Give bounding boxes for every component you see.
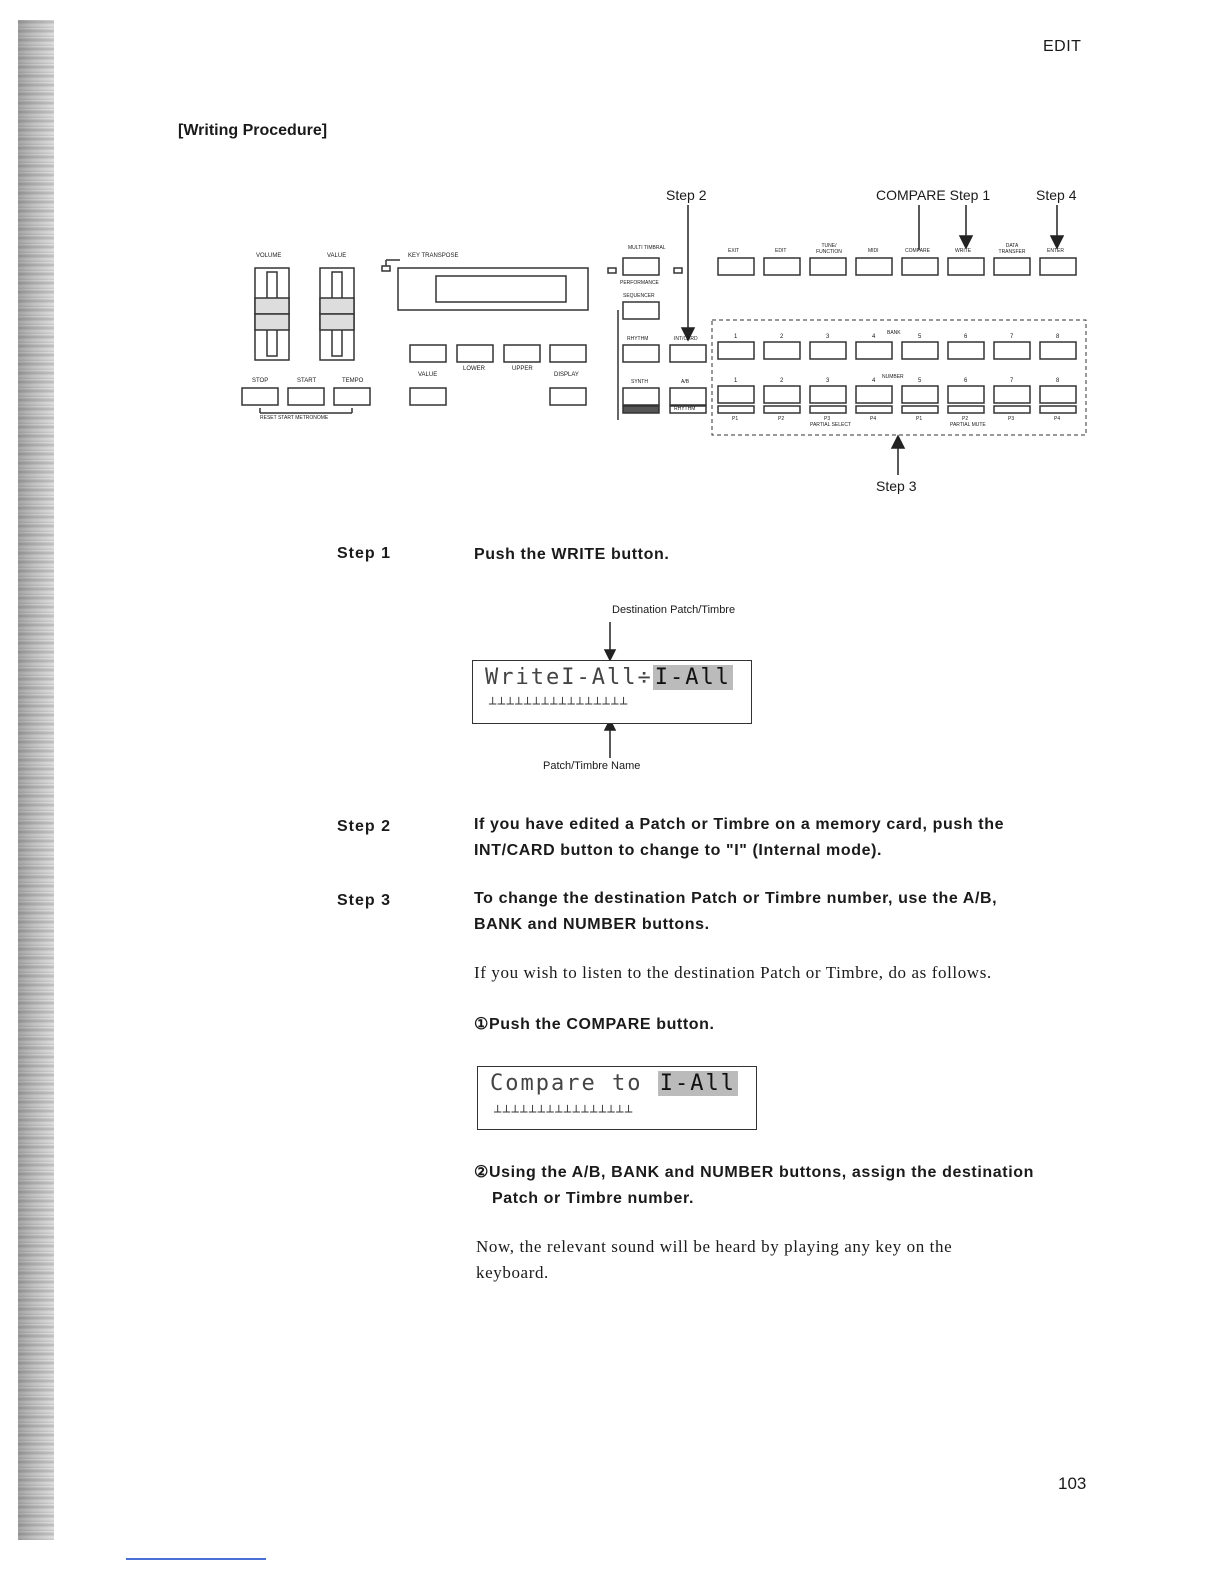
step3-text	[474, 886, 1086, 938]
bank-num-2: 2	[780, 334, 784, 340]
dest-patch-label: Destination Patch/Timbre	[612, 604, 736, 616]
partial-p3-a: P3	[824, 416, 831, 422]
partial-mute-label: PARTIAL MUTE	[950, 422, 986, 428]
bank-label: BANK	[887, 330, 901, 336]
now-line1: Now, the relevant sound will be heard by playing any key on the	[476, 1237, 953, 1256]
partial-p4-a: P4	[870, 416, 877, 422]
item2-line1: ②Using the A/B, BANK and NUMBER buttons, assign the destination	[474, 1164, 1035, 1181]
step2-line2: INT/CARD button to change to "I" (Internal mode).	[474, 842, 883, 859]
partial-p3-b: P3	[1008, 416, 1015, 422]
number-label: NUMBER	[882, 374, 904, 380]
upper-label: UPPER	[512, 366, 533, 372]
number-num-3: 3	[826, 378, 830, 384]
callout-step4: Step 4	[1036, 187, 1077, 203]
transport-label-start: START	[297, 378, 317, 384]
step3-label: Step 3	[337, 892, 392, 909]
panel-diagram	[230, 180, 1100, 500]
display-label: DISPLAY	[554, 372, 579, 378]
step2-line1: If you have edited a Patch or Timbre on a memory card, push the	[474, 816, 1005, 833]
section-header: EDIT	[1043, 38, 1082, 55]
bank-num-7: 7	[1010, 334, 1014, 340]
lower-label: LOWER	[463, 366, 486, 372]
write-lcd	[472, 660, 752, 724]
mode-label-rhythm: RHYTHM	[627, 336, 649, 342]
step2-label: Step 2	[337, 818, 392, 835]
partial-p1-b: P1	[916, 416, 923, 422]
bank-num-5: 5	[918, 334, 922, 340]
transport-label-stop: STOP	[252, 378, 269, 384]
step3-line2: BANK and NUMBER buttons.	[474, 916, 710, 933]
number-num-6: 6	[964, 378, 968, 384]
mode-label-performance: PERFORMANCE	[620, 280, 659, 286]
item2-line2: Patch or Timbre number.	[492, 1190, 694, 1207]
mode-label-sequencer: SEQUENCER	[623, 293, 655, 299]
bank-num-3: 3	[826, 334, 830, 340]
bank-num-6: 6	[964, 334, 968, 340]
key-transpose-label: KEY TRANSPOSE	[408, 253, 459, 259]
fn-label-write: WRITE	[955, 248, 972, 254]
compare-lcd-line1	[490, 1071, 738, 1096]
patch-name-label: Patch/Timbre Name	[543, 760, 641, 772]
value-label: VALUE	[418, 372, 438, 378]
page-number: 103	[1058, 1474, 1087, 1493]
number-num-4: 4	[872, 378, 876, 384]
partial-p4-b: P4	[1054, 416, 1061, 422]
partial-p2-a: P2	[778, 416, 785, 422]
bank-num-8: 8	[1056, 334, 1060, 340]
compare-lcd-prefix: Compare to	[490, 1071, 658, 1096]
compare-item-2	[474, 1160, 1086, 1212]
fn-label-tune-function: TUNE/ FUNCTION	[816, 243, 842, 255]
partial-p2-b: P2	[962, 416, 969, 422]
number-num-5: 5	[918, 378, 922, 384]
fn-label-edit: EDIT	[775, 248, 787, 254]
panel-diagram-svg	[230, 180, 1100, 500]
fn-label-midi: MIDI	[868, 248, 879, 254]
number-num-2: 2	[780, 378, 784, 384]
fn-label-data-transfer: DATA TRANSFER	[998, 243, 1026, 255]
listen-text: If you wish to listen to the destination Patch or Timbre, do as follows.	[474, 963, 992, 982]
compare-lcd-highlight: I-All	[659, 1071, 736, 1096]
number-num-8: 8	[1056, 378, 1060, 384]
number-num-1: 1	[734, 378, 738, 384]
transport-sub-label: RESET START METRONOME	[260, 415, 329, 421]
callout-step3: Step 3	[876, 478, 917, 494]
int-card-label: INT/CARD	[674, 336, 698, 342]
rhythm-small-label: RHYTHM	[674, 406, 696, 412]
slider-label-value: VALUE	[327, 253, 347, 259]
step2-text	[474, 812, 1086, 864]
fn-label-exit: EXIT	[728, 248, 740, 254]
step1-label: Step 1	[337, 545, 392, 562]
fn-label-enter: ENTER	[1047, 248, 1064, 254]
partial-select-label: PARTIAL SELECT	[810, 422, 852, 428]
partial-p1-a: P1	[732, 416, 739, 422]
ab-label: A/B	[681, 379, 690, 385]
footer-link-underline	[126, 1558, 266, 1560]
number-num-7: 7	[1010, 378, 1014, 384]
write-lcd-name-marks: ┴┴┴┴┴┴┴┴┴┴┴┴┴┴┴┴	[489, 697, 629, 711]
compare-item-1: ①Push the COMPARE button.	[474, 1016, 715, 1033]
slider-label-volume: VOLUME	[256, 253, 282, 259]
callout-compare-step1: COMPARE Step 1	[876, 187, 991, 203]
write-lcd-prefix: WriteI-All÷	[485, 665, 653, 690]
now-text	[476, 1234, 1088, 1286]
page-binding-edge	[18, 20, 54, 1540]
compare-lcd	[477, 1066, 757, 1130]
bank-num-1: 1	[734, 334, 738, 340]
step3-line1: To change the destination Patch or Timbre number, use the A/B,	[474, 890, 998, 907]
fn-label-compare: COMPARE	[905, 248, 930, 254]
write-lcd-line1	[485, 665, 733, 690]
mode-label-multi: MULTI TIMBRAL	[628, 245, 666, 251]
now-line2: keyboard.	[476, 1263, 549, 1282]
step1-text: Push the WRITE button.	[474, 546, 670, 563]
transport-label-tempo: TEMPO	[342, 378, 364, 384]
mode-label-synth: SYNTH	[631, 379, 648, 385]
write-lcd-highlight: I-All	[654, 665, 731, 690]
section-title: [Writing Procedure]	[178, 122, 328, 139]
compare-lcd-marks: ┴┴┴┴┴┴┴┴┴┴┴┴┴┴┴┴	[494, 1105, 634, 1119]
callout-step2: Step 2	[666, 187, 707, 203]
bank-num-4: 4	[872, 334, 876, 340]
